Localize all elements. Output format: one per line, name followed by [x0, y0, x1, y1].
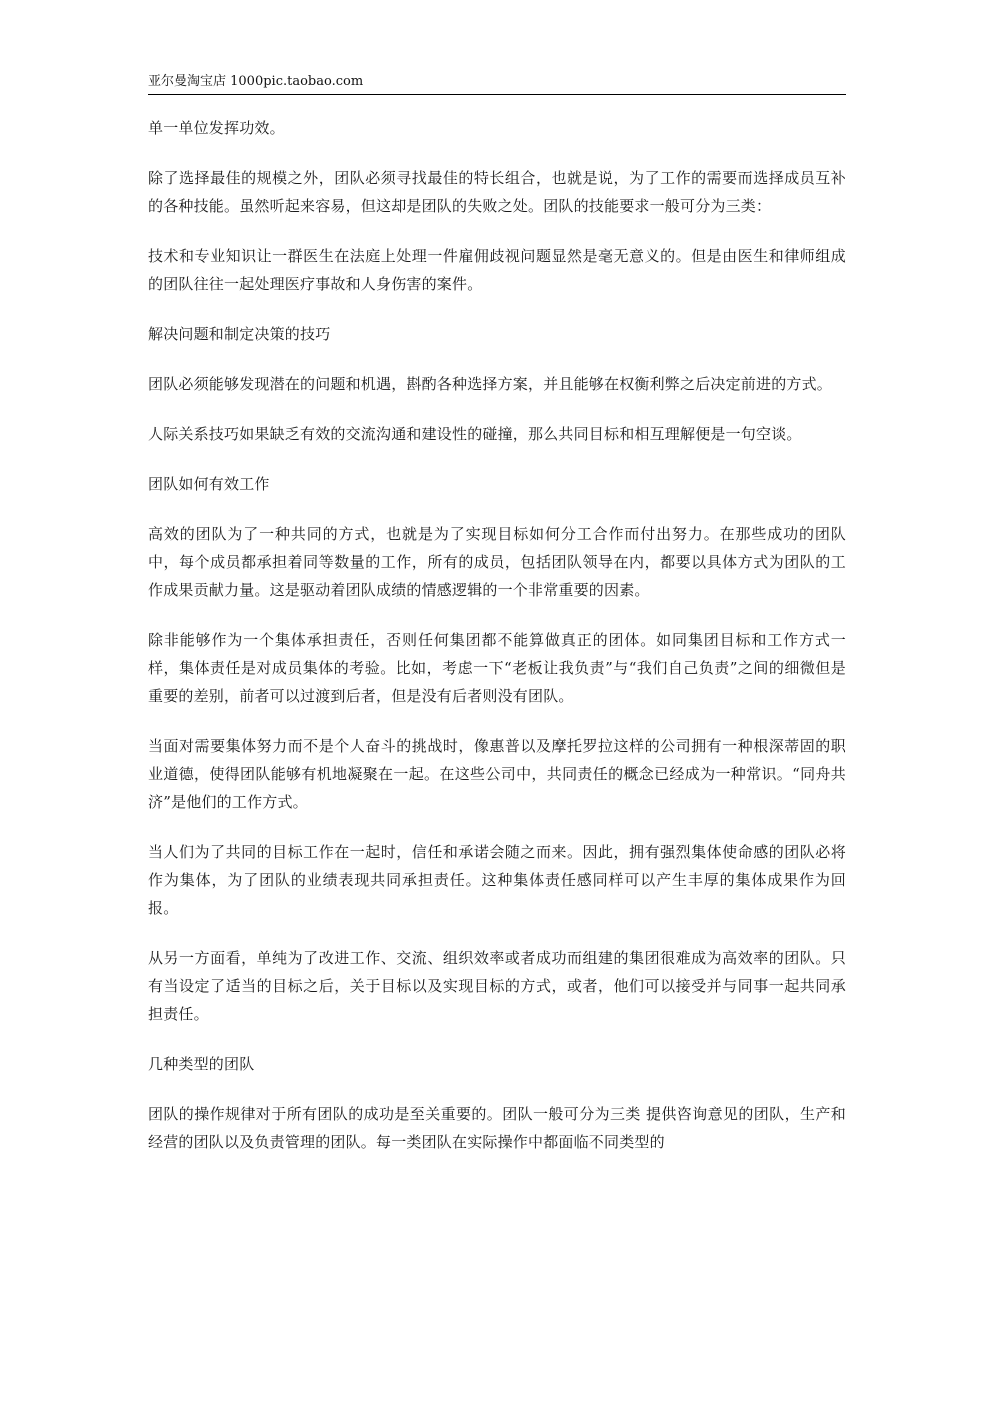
- section-heading: 团队如何有效工作: [148, 475, 270, 493]
- header-text: 亚尔曼淘宝店 1000pic.taobao.com: [148, 74, 364, 89]
- document-body: [148, 114, 846, 1178]
- paragraph: 除了选择最佳的规模之外，团队必须寻找最佳的特长组合，也就是说，为了工作的需要而选择成员互补的各种技能。虽然听起来容易，但这却是团队的失败之处。团队的技能要求一般可分为三类：: [148, 169, 846, 215]
- paragraph: 团队必须能够发现潜在的问题和机遇，斟酌各种选择方案，并且能够在权衡利弊之后决定前进的方式。: [148, 375, 833, 393]
- section-heading: 几种类型的团队: [148, 1055, 255, 1073]
- paragraph: 除非能够作为一个集体承担责任，否则任何集团都不能算做真正的团体。如同集团目标和工作方式一样，集体责任是对成员集体的考验。比如，考虑一下“老板让我负责”与“我们自己负责”之间的细微但是重要的差别，前者可以过渡到后者，但是没有后者则没有团队。: [148, 631, 846, 705]
- paragraph: 当人们为了共同的目标工作在一起时，信任和承诺会随之而来。因此，拥有强烈集体使命感的团队必将作为集体，为了团队的业绩表现共同承担责任。这种集体责任感同样可以产生丰厚的集体成果作为回报。: [148, 843, 846, 917]
- paragraph: 高效的团队为了一种共同的方式，也就是为了实现目标如何分工合作而付出努力。在那些成功的团队中，每个成员都承担着同等数量的工作，所有的成员，包括团队领导在内，都要以具体方式为团队的工作成果贡献力量。这是驱动着团队成绩的情感逻辑的一个非常重要的因素。: [148, 525, 846, 599]
- paragraph: 技术和专业知识让一群医生在法庭上处理一件雇佣歧视问题显然是毫无意义的。但是由医生和律师组成的团队往往一起处理医疗事故和人身伤害的案件。: [148, 247, 846, 293]
- paragraph: 当面对需要集体努力而不是个人奋斗的挑战时，像惠普以及摩托罗拉这样的公司拥有一种根深蒂固的职业道德，使得团队能够有机地凝聚在一起。在这些公司中，共同责任的概念已经成为一种常识。“同舟共济”是他们的工作方式。: [148, 737, 846, 811]
- paragraph: 团队的操作规律对于所有团队的成功是至关重要的。团队一般可分为三类 提供咨询意见的团队，生产和经营的团队以及负责管理的团队。每一类团队在实际操作中都面临不同类型的: [148, 1105, 846, 1151]
- section-heading: 解决问题和制定决策的技巧: [148, 325, 331, 343]
- paragraph: 单一单位发挥功效。: [148, 119, 285, 137]
- paragraph: 从另一方面看，单纯为了改进工作、交流、组织效率或者成功而组建的集团很难成为高效率的团队。只有当设定了适当的目标之后，关于目标以及实现目标的方式，或者，他们可以接受并与同事一起共同承担责任。: [148, 949, 846, 1023]
- paragraph: 人际关系技巧如果缺乏有效的交流沟通和建设性的碰撞，那么共同目标和相互理解便是一句空谈。: [148, 425, 802, 443]
- page-header: [148, 72, 846, 95]
